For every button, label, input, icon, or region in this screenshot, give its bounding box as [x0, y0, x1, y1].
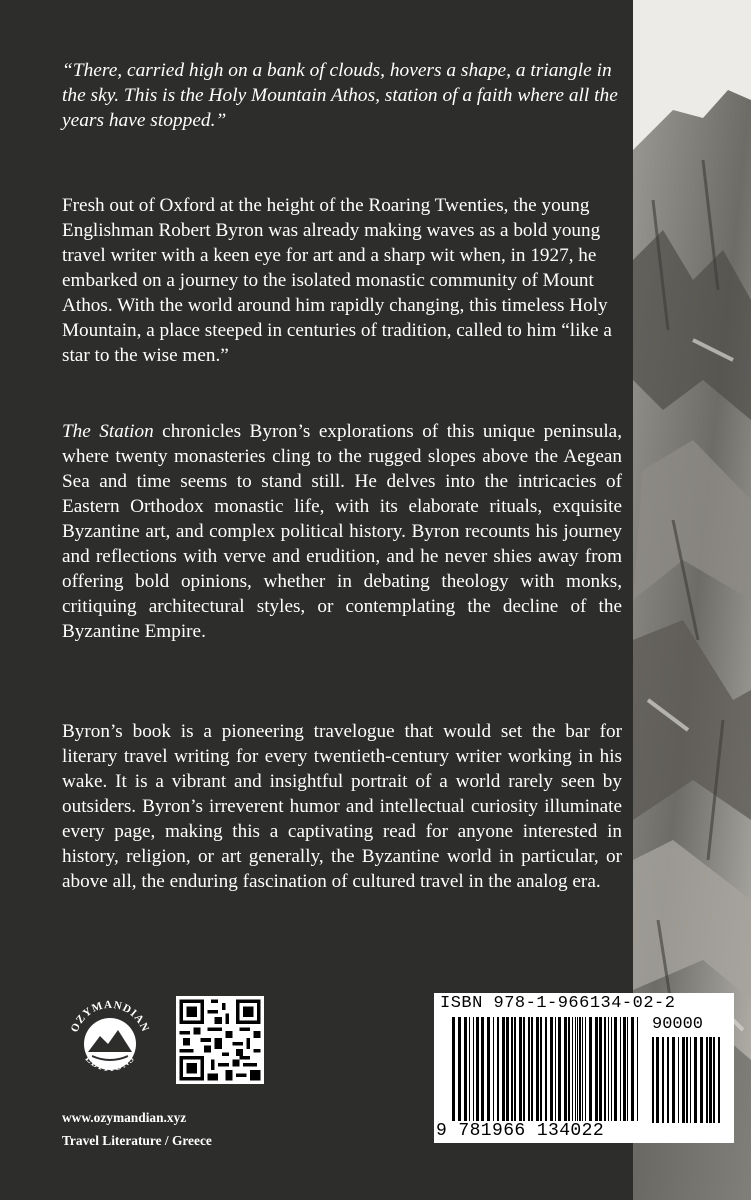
price-addon-bars [652, 1037, 726, 1123]
book-title: The Station [62, 421, 154, 442]
book-category: Travel Literature / Greece [62, 1133, 212, 1148]
description-paragraph-3: Byron’s book is a pioneering travelogue that would set the bar for literary travel writing for every twentieth-century writer working in his wake. It is a vibrant and insightful portrait of a world rarely seen by outsiders. Byron’s irreverent humor and intellectual curiosity illuminate every page, making this a captivating read for anyone interested in history, religion, or art generally, the Byzantine world in particular, or above all, the enduring fascination of cultured travel in the analog era. [62, 721, 622, 892]
isbn-number: ISBN 978-1-966134-02-2 [440, 994, 676, 1013]
description-paragraph-1: Fresh out of Oxford at the height of the Roaring Twenties, the young Englishman Robert Byron was already making waves as a bold young travel writer with a keen eye for art and a sharp wit when, in 1927, he embarked on a journey to the isolated monastic community of Mount Athos. With the world around him rapidly changing, this timeless Holy Mountain, a place steeped in centuries of tradition, called to him “like a star to the wise men.” [62, 195, 612, 366]
ozymandian-logo-icon [62, 994, 158, 1090]
price-code: 90000 [652, 1015, 704, 1034]
description-paragraph-2-text: chronicles Byron’s explorations of this unique peninsula, where twenty monasteries cling to the rugged slopes above the Aegean Sea and time seems to stand still. He delves into the intricacies of Eastern Orthodox monastic life, with its elaborate rituals, exquisite Byzantine art, and complex political history. Byron recounts his journey and reflections with verve and erudition, and he never shies away from offering bold opinions, whether in debating theology with monks, critiquing architectural styles, or contemplating the decline of the Byzantine Empire. [62, 421, 622, 642]
qr-code-icon [176, 996, 264, 1084]
book-quote: “There, carried high on a bank of clouds, hovers a shape, a triangle in the sky. This is the Holy Mountain Athos, station of a faith where all the years have stopped.” [62, 60, 618, 131]
isbn-barcode [434, 993, 734, 1143]
publisher-url[interactable]: www.ozymandian.xyz [62, 1110, 187, 1125]
ean-digits: 9 781966 134022 [436, 1121, 605, 1141]
description-paragraph-2 [62, 419, 622, 644]
logo-top-text: OZYMANDIAN [68, 998, 152, 1035]
logo-bottom-text: EDITIONS [82, 1053, 138, 1075]
ean-barcode-bars [452, 1017, 642, 1121]
